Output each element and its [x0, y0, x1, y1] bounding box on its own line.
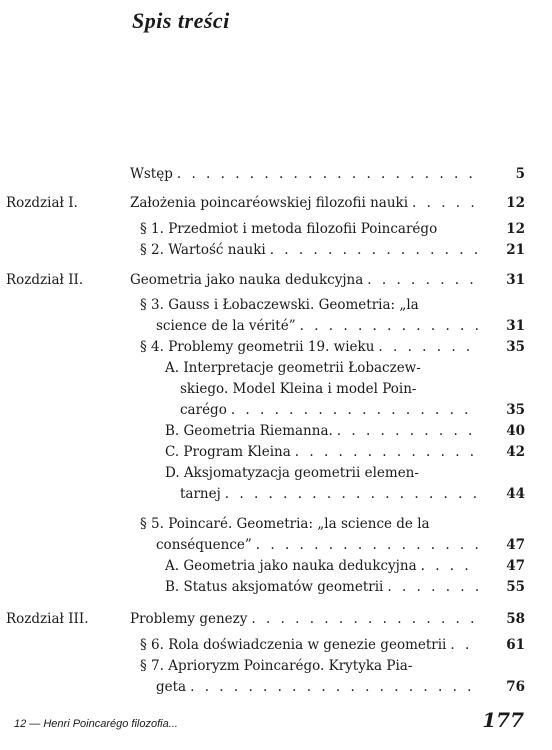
leader-dots [412, 192, 480, 214]
toc-page-number: 31 [506, 318, 525, 334]
toc-entry-title: science de la vérité” [156, 318, 296, 334]
footer-running-title: 12 — Henri Poincarégo filozofia... [14, 718, 178, 730]
toc-entry [165, 357, 484, 379]
toc-entry [140, 294, 484, 316]
toc-entry-title: § 1. Przedmiot i metoda filozofii Poincarégo [140, 221, 438, 237]
toc-entry-title: § 7. Aprioryzm Poincarégo. Krytyka Pia- [140, 658, 413, 674]
toc-entry [156, 315, 484, 337]
toc-entry-title: conséquence” [156, 537, 252, 553]
toc-page-number: 31 [506, 272, 525, 288]
toc-entry-title: B. Geometria Riemanna. [165, 423, 333, 439]
toc-entry-title: tarnej [180, 486, 221, 502]
toc-entry-title: D. Aksjomatyzacja geometrii elemen- [165, 465, 419, 481]
toc-entry [165, 462, 484, 484]
leader-dots [300, 315, 480, 337]
toc-page-number: 76 [506, 679, 525, 695]
toc-entry-title: C. Program Kleina [165, 444, 291, 460]
toc-entry-title: § 2. Wartość nauki [140, 242, 266, 258]
leader-dots [421, 555, 480, 577]
toc-entry [156, 534, 484, 556]
toc-entry [156, 676, 484, 698]
toc-entry [140, 336, 484, 358]
chapter-label: Rozdział I. [6, 195, 78, 211]
page-title: Spis treści [132, 8, 230, 33]
toc-entry-title: § 3. Gauss i Łobaczewski. Geometria: „la [140, 297, 419, 313]
toc-entry [140, 218, 484, 240]
chapter-label: Rozdział II. [6, 272, 84, 288]
toc-entry-title: carégo [180, 402, 227, 418]
toc-entry [130, 192, 484, 214]
toc-entry [130, 269, 484, 291]
toc-entry [165, 576, 484, 598]
leader-dots [337, 420, 480, 442]
toc-page-number: 40 [506, 423, 525, 439]
toc-entry-title: B. Status aksjomatów geometrii [165, 579, 384, 595]
toc-entry [140, 634, 484, 656]
page-number: 177 [482, 708, 524, 732]
toc-page-number: 21 [506, 242, 525, 258]
toc-entry-title: A. Geometria jako nauka dedukcyjna [165, 558, 417, 574]
toc-entry-title: § 5. Poincaré. Geometria: „la science de la [140, 516, 430, 532]
toc-entry [140, 239, 484, 261]
toc-entry [165, 555, 484, 577]
toc-page-number: 47 [506, 558, 525, 574]
toc-page-number: 12 [506, 221, 525, 237]
toc-entry-title: skiego. Model Kleina i model Poin- [180, 381, 417, 397]
toc-entry [180, 483, 484, 505]
toc-page-number: 55 [506, 579, 525, 595]
leader-dots [251, 608, 480, 630]
toc-page-number: 58 [506, 611, 525, 627]
leader-dots [295, 441, 480, 463]
leader-dots [387, 576, 480, 598]
toc-entry [130, 163, 484, 185]
chapter-label: Rozdział III. [6, 611, 89, 627]
toc-entry-title: § 6. Rola doświadczenia w genezie geometrii [140, 637, 447, 653]
leader-dots [378, 336, 480, 358]
leader-dots [270, 239, 480, 261]
toc-entry [180, 378, 484, 400]
toc-entry-title: geta [156, 679, 187, 695]
toc-entry [165, 441, 484, 463]
toc-entry-title: § 4. Problemy geometrii 19. wieku [140, 339, 375, 355]
toc-entry [130, 608, 484, 630]
toc-entry [140, 655, 484, 677]
toc-entry [140, 513, 484, 535]
toc-entry-title: Geometria jako nauka dedukcyjna [130, 272, 364, 288]
toc-page-number: 42 [506, 444, 525, 460]
toc-entry-title: A. Interpretacje geometrii Łobaczew- [165, 360, 421, 376]
toc-entry-title: Problemy genezy [130, 611, 248, 627]
leader-dots [450, 634, 480, 656]
toc-page-number: 47 [506, 537, 525, 553]
toc-entry-title: Założenia poincaréowskiej filozofii nauki [130, 195, 409, 211]
leader-dots [190, 676, 480, 698]
leader-dots [225, 483, 480, 505]
toc-entry [180, 399, 484, 421]
leader-dots [256, 534, 480, 556]
toc-entry-title: Wstęp [130, 166, 173, 182]
toc-page-number: 5 [515, 166, 525, 182]
toc-page-number: 12 [506, 195, 525, 211]
toc-page-number: 35 [506, 402, 525, 418]
toc-entry [165, 420, 484, 442]
leader-dots [231, 399, 480, 421]
leader-dots [177, 163, 480, 185]
toc-page-number: 61 [506, 637, 525, 653]
leader-dots [367, 269, 480, 291]
toc-page-number: 35 [506, 339, 525, 355]
toc-page-number: 44 [506, 486, 525, 502]
